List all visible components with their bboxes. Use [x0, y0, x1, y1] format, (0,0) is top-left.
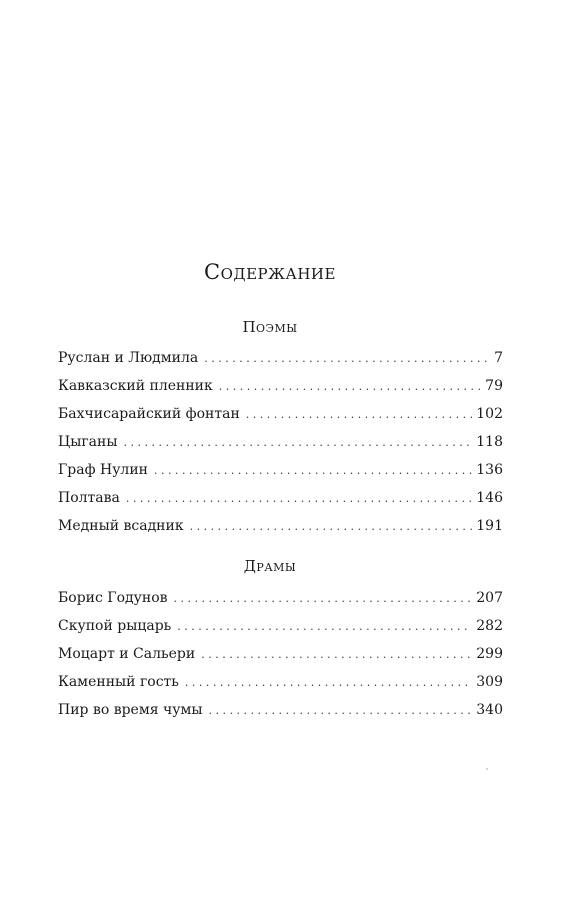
dot-leader — [219, 373, 481, 401]
toc-entry-page: 207 — [476, 590, 503, 606]
toc-entry-title: Борис Годунов — [58, 590, 168, 606]
dot-leader — [185, 669, 472, 697]
toc-entry-page: 340 — [476, 702, 503, 718]
toc-list-poems — [58, 344, 503, 540]
toc-entry-page: 102 — [476, 406, 503, 422]
dot-leader — [190, 513, 473, 541]
dot-leader — [177, 613, 472, 641]
dot-leader — [209, 697, 473, 725]
toc-entry-title: Пир во время чумы — [58, 702, 203, 718]
toc-entry-title: Моцарт и Сальери — [58, 646, 196, 662]
dot-leader — [201, 641, 472, 669]
dot-leader — [154, 457, 472, 485]
toc-entry-page: 282 — [476, 618, 503, 634]
toc-entry — [58, 484, 503, 512]
section-heading-poems: Поэмы — [242, 318, 298, 336]
page-title: Содержание — [204, 260, 336, 284]
toc-entry — [58, 372, 503, 400]
toc-entry-title: Бахчисарайский фонтан — [58, 406, 240, 422]
paper-speck — [486, 768, 488, 770]
toc-entry-page: 309 — [476, 674, 503, 690]
toc-entry — [58, 344, 503, 372]
toc-entry-title: Медный всадник — [58, 518, 184, 534]
toc-entry — [58, 456, 503, 484]
toc-entry — [58, 428, 503, 456]
toc-entry-page: 136 — [476, 462, 503, 478]
toc-entry — [58, 668, 503, 696]
toc-entry — [58, 696, 503, 724]
toc-entry-title: Цыганы — [58, 434, 118, 450]
toc-entry — [58, 612, 503, 640]
dot-leader — [246, 401, 472, 429]
dot-leader — [124, 429, 473, 457]
toc-list-dramas — [58, 584, 503, 724]
toc-entry-page: 191 — [476, 518, 503, 534]
dot-leader — [204, 345, 490, 373]
toc-entry-title: Граф Нулин — [58, 462, 148, 478]
section-heading-dramas: Драмы — [243, 557, 297, 575]
toc-entry — [58, 512, 503, 540]
toc-entry — [58, 584, 503, 612]
toc-entry-page: 118 — [476, 434, 503, 450]
dot-leader — [174, 585, 473, 613]
toc-entry-title: Полтава — [58, 490, 120, 506]
toc-entry — [58, 400, 503, 428]
toc-entry-page: 79 — [485, 378, 503, 394]
dot-leader — [126, 485, 472, 513]
toc-entry-title: Руслан и Людмила — [58, 350, 199, 366]
toc-entry-title: Скупой рыцарь — [58, 618, 172, 634]
toc-entry-title: Кавказский пленник — [58, 378, 213, 394]
toc-entry-title: Каменный гость — [58, 674, 179, 690]
toc-entry-page: 299 — [476, 646, 503, 662]
toc-entry-page: 7 — [494, 350, 503, 366]
toc-entry — [58, 640, 503, 668]
toc-entry-page: 146 — [476, 490, 503, 506]
